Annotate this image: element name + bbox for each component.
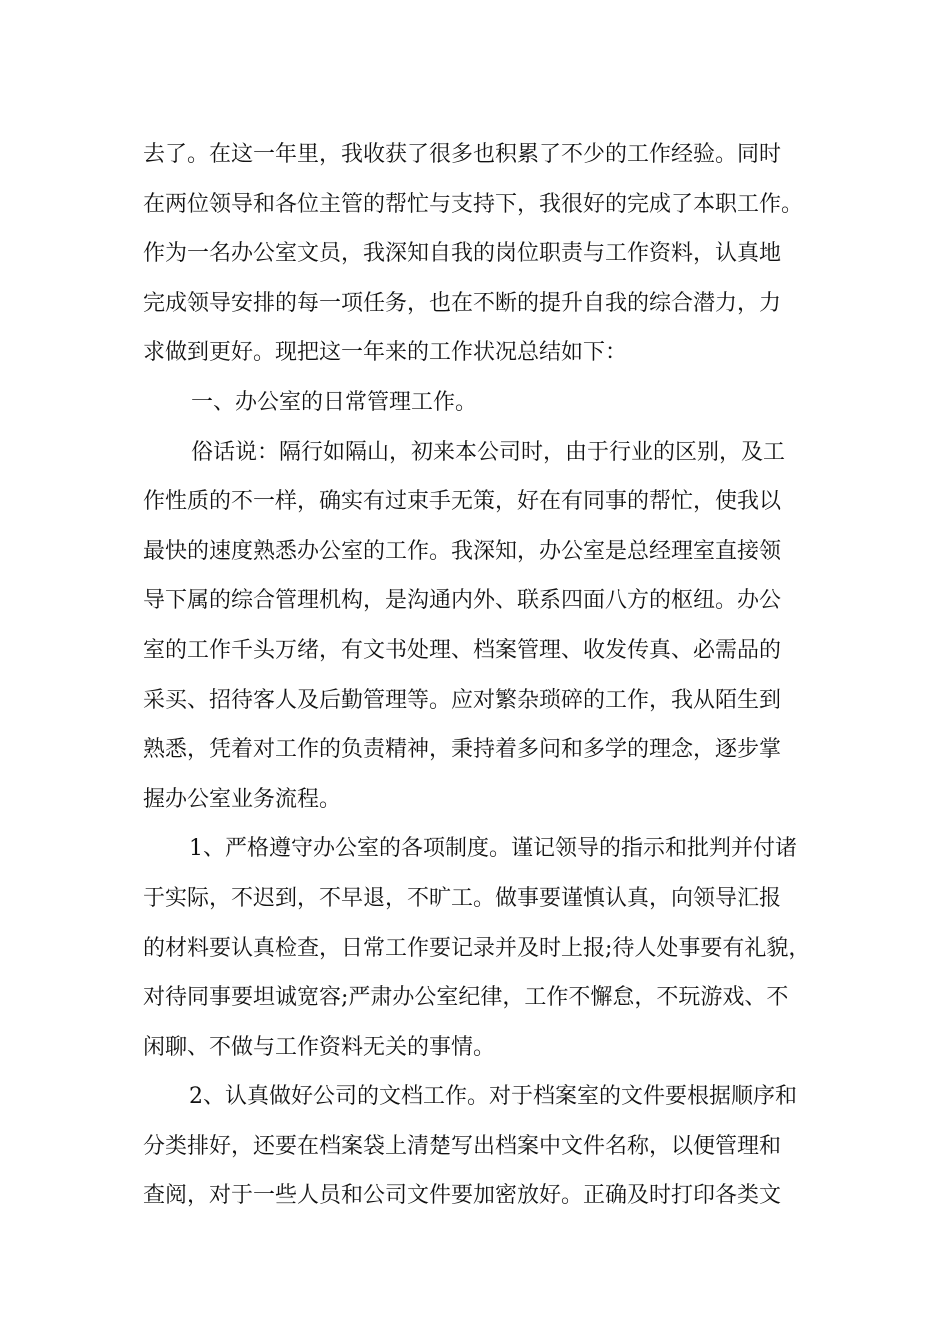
text-line: 分类排好，还要在档案袋上清楚写出档案中文件名称，以便管理和 xyxy=(143,1133,782,1159)
text-line: 查阅，对于一些人员和公司文件要加密放好。正确及时打印各类文 xyxy=(143,1183,782,1209)
text-line: 导下属的综合管理机构，是沟通内外、联系四面八方的枢纽。办公 xyxy=(143,588,782,614)
text-line: 于实际，不迟到，不早退，不旷工。做事要谨慎认真，向领导汇报 xyxy=(143,885,782,911)
text-line: 俗话说：隔行如隔山，初来本公司时，由于行业的区别，及工 xyxy=(191,439,786,465)
list-item-heading: 1、严格遵守办公室的各项制度。谨记领导的指示和批判并付诸 xyxy=(189,836,797,862)
text-line: 求做到更好。现把这一年来的工作状况总结如下： xyxy=(143,340,628,366)
text-line: 的材料要认真检查，日常工作要记录并及时上报;待人处事要有礼貌， xyxy=(143,935,811,961)
list-item-heading: 2、认真做好公司的文档工作。对于档案室的文件要根据顺序和 xyxy=(189,1084,797,1110)
text-line: 去了。在这一年里，我收获了很多也积累了不少的工作经验。同时 xyxy=(143,142,782,167)
text-line: 握办公室业务流程。 xyxy=(143,786,342,812)
text-line: 最快的速度熟悉办公室的工作。我深知，办公室是总经理室直接领 xyxy=(143,538,782,564)
text-line: 作性质的不一样，确实有过束手无策，好在有同事的帮忙，使我以 xyxy=(143,489,782,515)
text-line: 熟悉，凭着对工作的负责精神，秉持着多问和多学的理念，逐步掌 xyxy=(143,737,782,763)
text-line: 室的工作千头万绪，有文书处理、档案管理、收发传真、必需品的 xyxy=(143,637,782,663)
text-line: 作为一名办公室文员，我深知自我的岗位职责与工作资料，认真地 xyxy=(143,241,782,267)
section-heading: 一、办公室的日常管理工作。 xyxy=(191,389,478,415)
text-line: 对待同事要坦诚宽容;严肃办公室纪律，工作不懈怠，不玩游戏、不 xyxy=(143,985,789,1011)
text-line: 闲聊、不做与工作资料无关的事情。 xyxy=(143,1034,496,1060)
text-line: 在两位领导和各位主管的帮忙与支持下，我很好的完成了本职工作。 xyxy=(143,191,804,217)
text-line: 完成领导安排的每一项任务，也在不断的提升自我的综合潜力，力 xyxy=(143,290,782,316)
body-text xyxy=(143,130,815,1221)
text-line: 采买、招待客人及后勤管理等。应对繁杂琐碎的工作，我从陌生到 xyxy=(143,687,782,713)
